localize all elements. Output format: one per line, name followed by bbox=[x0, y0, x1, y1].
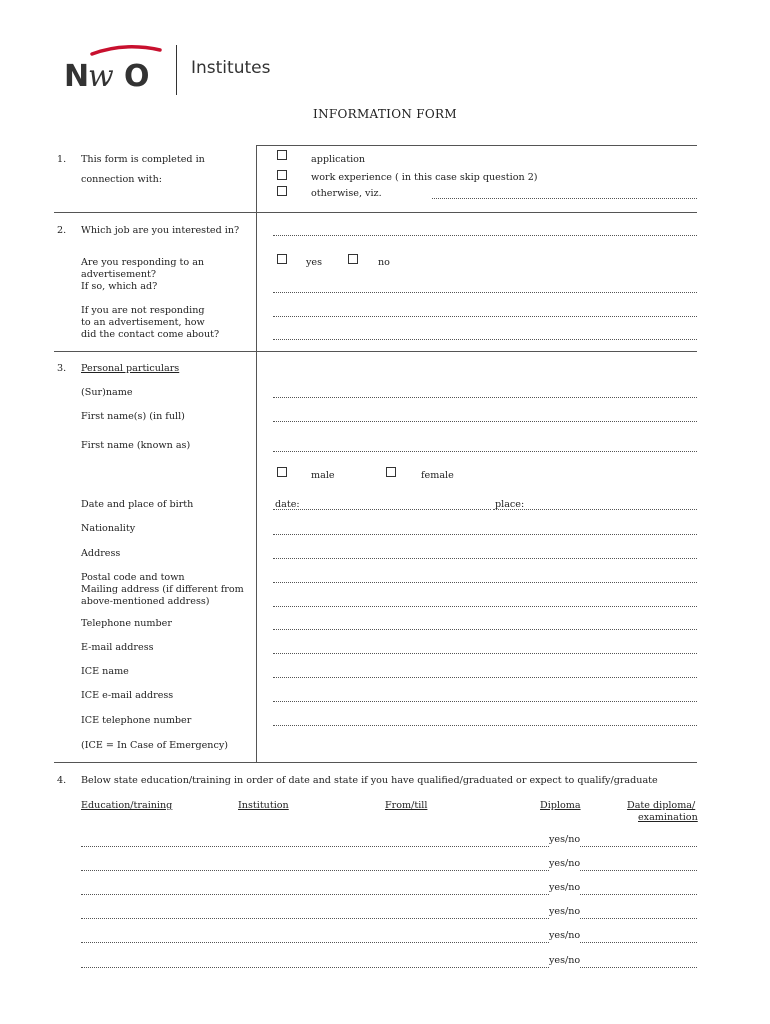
birth-place-label: place: bbox=[495, 499, 525, 510]
education-row-5[interactable] bbox=[81, 930, 697, 944]
education-row-4[interactable] bbox=[81, 906, 697, 920]
checkbox-application[interactable] bbox=[277, 150, 287, 160]
ice-phone-field[interactable] bbox=[273, 725, 697, 726]
logo-letter-n: N bbox=[64, 59, 90, 94]
education-row-field[interactable] bbox=[81, 846, 697, 847]
female-label: female bbox=[421, 470, 454, 481]
diploma-yes-no: yes/no bbox=[549, 906, 581, 917]
col-diploma-header: Diploma bbox=[540, 800, 581, 811]
q3-number: 3. bbox=[57, 363, 67, 374]
checkbox-advert-yes[interactable] bbox=[277, 254, 287, 264]
telephone-field[interactable] bbox=[273, 629, 697, 630]
email-field[interactable] bbox=[273, 653, 697, 654]
q1-label-line2: connection with: bbox=[81, 174, 163, 185]
diploma-yes-no: yes/no bbox=[549, 834, 581, 845]
education-row-2[interactable] bbox=[81, 858, 697, 872]
section-rule-1 bbox=[54, 212, 697, 213]
q2-contact-line2: to an advertisement, how bbox=[81, 317, 205, 328]
contact-field-2[interactable] bbox=[273, 339, 697, 340]
diploma-yes-no: yes/no bbox=[549, 858, 581, 869]
logo-institutes-text: Institutes bbox=[191, 58, 271, 78]
education-row-3[interactable] bbox=[81, 882, 697, 896]
title-rule bbox=[256, 145, 697, 146]
nationality-field[interactable] bbox=[273, 534, 697, 535]
checkbox-advert-no[interactable] bbox=[348, 254, 358, 264]
col-date-header-line1: Date diploma/ bbox=[627, 800, 696, 811]
option-application-label: application bbox=[311, 154, 366, 165]
address-field[interactable] bbox=[273, 558, 697, 559]
postal-line1: Postal code and town bbox=[81, 572, 185, 583]
ice-note: (ICE = In Case of Emergency) bbox=[81, 740, 229, 751]
which-ad-field[interactable] bbox=[273, 292, 697, 293]
education-row-field[interactable] bbox=[81, 894, 697, 895]
ice-email-label: ICE e-mail address bbox=[81, 690, 174, 701]
q1-number: 1. bbox=[57, 154, 67, 165]
nationality-label: Nationality bbox=[81, 523, 136, 534]
telephone-label: Telephone number bbox=[81, 618, 172, 629]
education-row-field[interactable] bbox=[81, 967, 697, 968]
q2-number: 2. bbox=[57, 225, 67, 236]
postal-line3: above-mentioned address) bbox=[81, 596, 210, 607]
q4-instruction: Below state education/training in order of date and state if you have qualified/graduated or expect to qualify/graduate bbox=[81, 775, 658, 786]
otherwise-field[interactable] bbox=[432, 198, 697, 199]
postal-line2: Mailing address (if different from bbox=[81, 584, 244, 595]
q2-contact-line1: If you are not responding bbox=[81, 305, 205, 316]
known-as-field[interactable] bbox=[273, 451, 697, 452]
education-row-field[interactable] bbox=[81, 942, 697, 943]
logo-divider bbox=[176, 45, 177, 95]
option-otherwise-label: otherwise, viz. bbox=[311, 188, 382, 199]
q1-label-line1: This form is completed in bbox=[81, 154, 205, 165]
ice-name-field[interactable] bbox=[273, 677, 697, 678]
advert-no-label: no bbox=[378, 257, 390, 268]
checkbox-female[interactable] bbox=[386, 467, 396, 477]
q2-advert-line2: advertisement? bbox=[81, 269, 157, 280]
q3-heading: Personal particulars bbox=[81, 363, 180, 374]
q2-advert-line3: If so, which ad? bbox=[81, 281, 158, 292]
ice-phone-label: ICE telephone number bbox=[81, 715, 192, 726]
q2-advert-line1: Are you responding to an bbox=[81, 257, 205, 268]
surname-label: (Sur)name bbox=[81, 387, 133, 398]
birth-date-field[interactable] bbox=[273, 509, 491, 510]
col-institution-header: Institution bbox=[238, 800, 289, 811]
education-row-6[interactable] bbox=[81, 955, 697, 969]
section-rule-3 bbox=[54, 762, 697, 763]
logo-letter-w: w bbox=[88, 59, 114, 94]
email-label: E-mail address bbox=[81, 642, 154, 653]
first-names-label: First name(s) (in full) bbox=[81, 411, 185, 422]
diploma-yes-no: yes/no bbox=[549, 882, 581, 893]
education-row-field[interactable] bbox=[81, 918, 697, 919]
birth-place-field[interactable] bbox=[493, 509, 697, 510]
checkbox-male[interactable] bbox=[277, 467, 287, 477]
col-education-header: Education/training bbox=[81, 800, 173, 811]
address-label: Address bbox=[81, 548, 121, 559]
birth-date-label: date: bbox=[275, 499, 300, 510]
q2-label: Which job are you interested in? bbox=[81, 225, 240, 236]
advert-yes-label: yes bbox=[306, 257, 323, 268]
checkbox-otherwise[interactable] bbox=[277, 186, 287, 196]
ice-email-field[interactable] bbox=[273, 701, 697, 702]
education-row-1[interactable] bbox=[81, 834, 697, 848]
diploma-yes-no: yes/no bbox=[549, 930, 581, 941]
option-work-experience-label: work experience ( in this case skip question 2) bbox=[311, 172, 538, 183]
male-label: male bbox=[311, 470, 335, 481]
nwo-logo bbox=[62, 40, 277, 100]
known-as-label: First name (known as) bbox=[81, 440, 191, 451]
birth-label: Date and place of birth bbox=[81, 499, 194, 510]
checkbox-work-experience[interactable] bbox=[277, 170, 287, 180]
col-from-till-header: From/till bbox=[385, 800, 428, 811]
logo-letter-o: O bbox=[124, 59, 150, 94]
col-date-header-line2: examination bbox=[638, 812, 698, 823]
postal-field-1[interactable] bbox=[273, 582, 697, 583]
nwo-logo-mark bbox=[62, 40, 172, 100]
diploma-yes-no: yes/no bbox=[549, 955, 581, 966]
q2-contact-line3: did the contact come about? bbox=[81, 329, 220, 340]
contact-field-1[interactable] bbox=[273, 316, 697, 317]
postal-field-2[interactable] bbox=[273, 606, 697, 607]
form-title: INFORMATION FORM bbox=[313, 107, 457, 121]
surname-field[interactable] bbox=[273, 397, 697, 398]
section-rule-2 bbox=[54, 351, 697, 352]
ice-name-label: ICE name bbox=[81, 666, 129, 677]
first-names-field[interactable] bbox=[273, 421, 697, 422]
education-row-field[interactable] bbox=[81, 870, 697, 871]
job-interest-field[interactable] bbox=[273, 235, 697, 236]
column-divider bbox=[256, 145, 257, 763]
q4-number: 4. bbox=[57, 775, 67, 786]
